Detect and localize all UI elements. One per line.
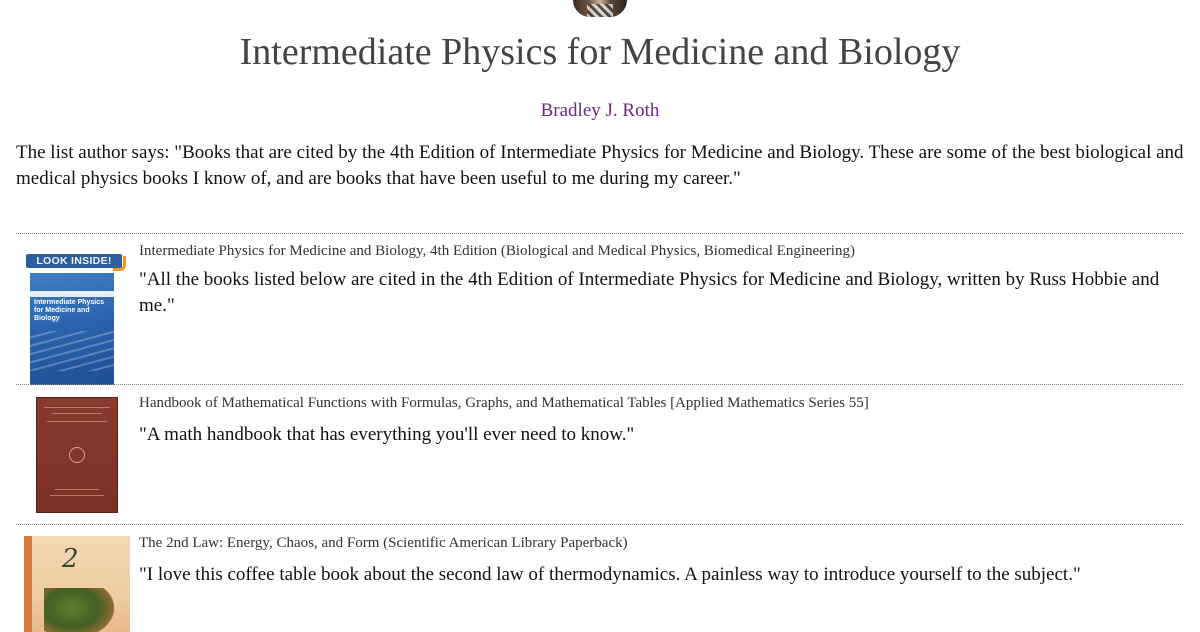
cover-text-line [55, 489, 99, 490]
cover-wave-pattern [30, 331, 114, 371]
cover-illustration [44, 588, 114, 632]
book-comment: "A math handbook that has everything you'll ever need to know." [139, 424, 635, 445]
list-item [16, 524, 1183, 630]
cover-text-line [50, 495, 104, 496]
list-item [16, 243, 1183, 383]
book-title-link[interactable]: Handbook of Mathematical Functions with Formulas, Graphs, and Mathematical Tables [Applied Mathematics Series 55] [139, 395, 869, 411]
book-title-link[interactable]: Intermediate Physics for Medicine and Biology, 4th Edition (Biological and Medical Physics, Biomedical Engineering) [139, 243, 855, 259]
cover-seal [69, 447, 85, 463]
look-inside-label: LOOK INSIDE! [36, 255, 112, 267]
look-inside-badge[interactable] [26, 254, 122, 268]
divider [16, 233, 1183, 234]
cover-text-line [52, 413, 102, 414]
curved-arrow-icon [113, 256, 126, 271]
list-description: The list author says: "Books that are cited by the 4th Edition of Intermediate Physics for Medicine and Biology. These are some of the best biological and medical physics books I know of, and are books that have been useful to me during my career." [16, 142, 1184, 189]
book-cover[interactable] [36, 397, 118, 513]
cover-title: Intermediate Physics for Medicine and Biology [34, 299, 105, 322]
author-avatar [573, 0, 627, 17]
cover-number: 2 [62, 544, 79, 574]
book-comment: "I love this coffee table book about the second law of thermodynamics. A painless way to introduce yourself to the subject." [139, 564, 1081, 585]
book-title-link[interactable]: The 2nd Law: Energy, Chaos, and Form (Scientific American Library Paperback) [139, 535, 628, 551]
cover-band [30, 291, 114, 297]
list-item [16, 384, 1183, 524]
book-cover[interactable] [30, 273, 114, 385]
cover-text-line [44, 407, 110, 408]
book-comment: "All the books listed below are cited in the 4th Edition of Intermediate Physics for Medicine and Biology, written by Russ Hobbie and me." [139, 269, 1160, 316]
page-title: Intermediate Physics for Medicine and Biology [239, 31, 961, 73]
cover-text-line [47, 421, 107, 422]
author-link[interactable]: Bradley J. Roth [540, 100, 660, 121]
book-cover[interactable] [24, 536, 130, 632]
